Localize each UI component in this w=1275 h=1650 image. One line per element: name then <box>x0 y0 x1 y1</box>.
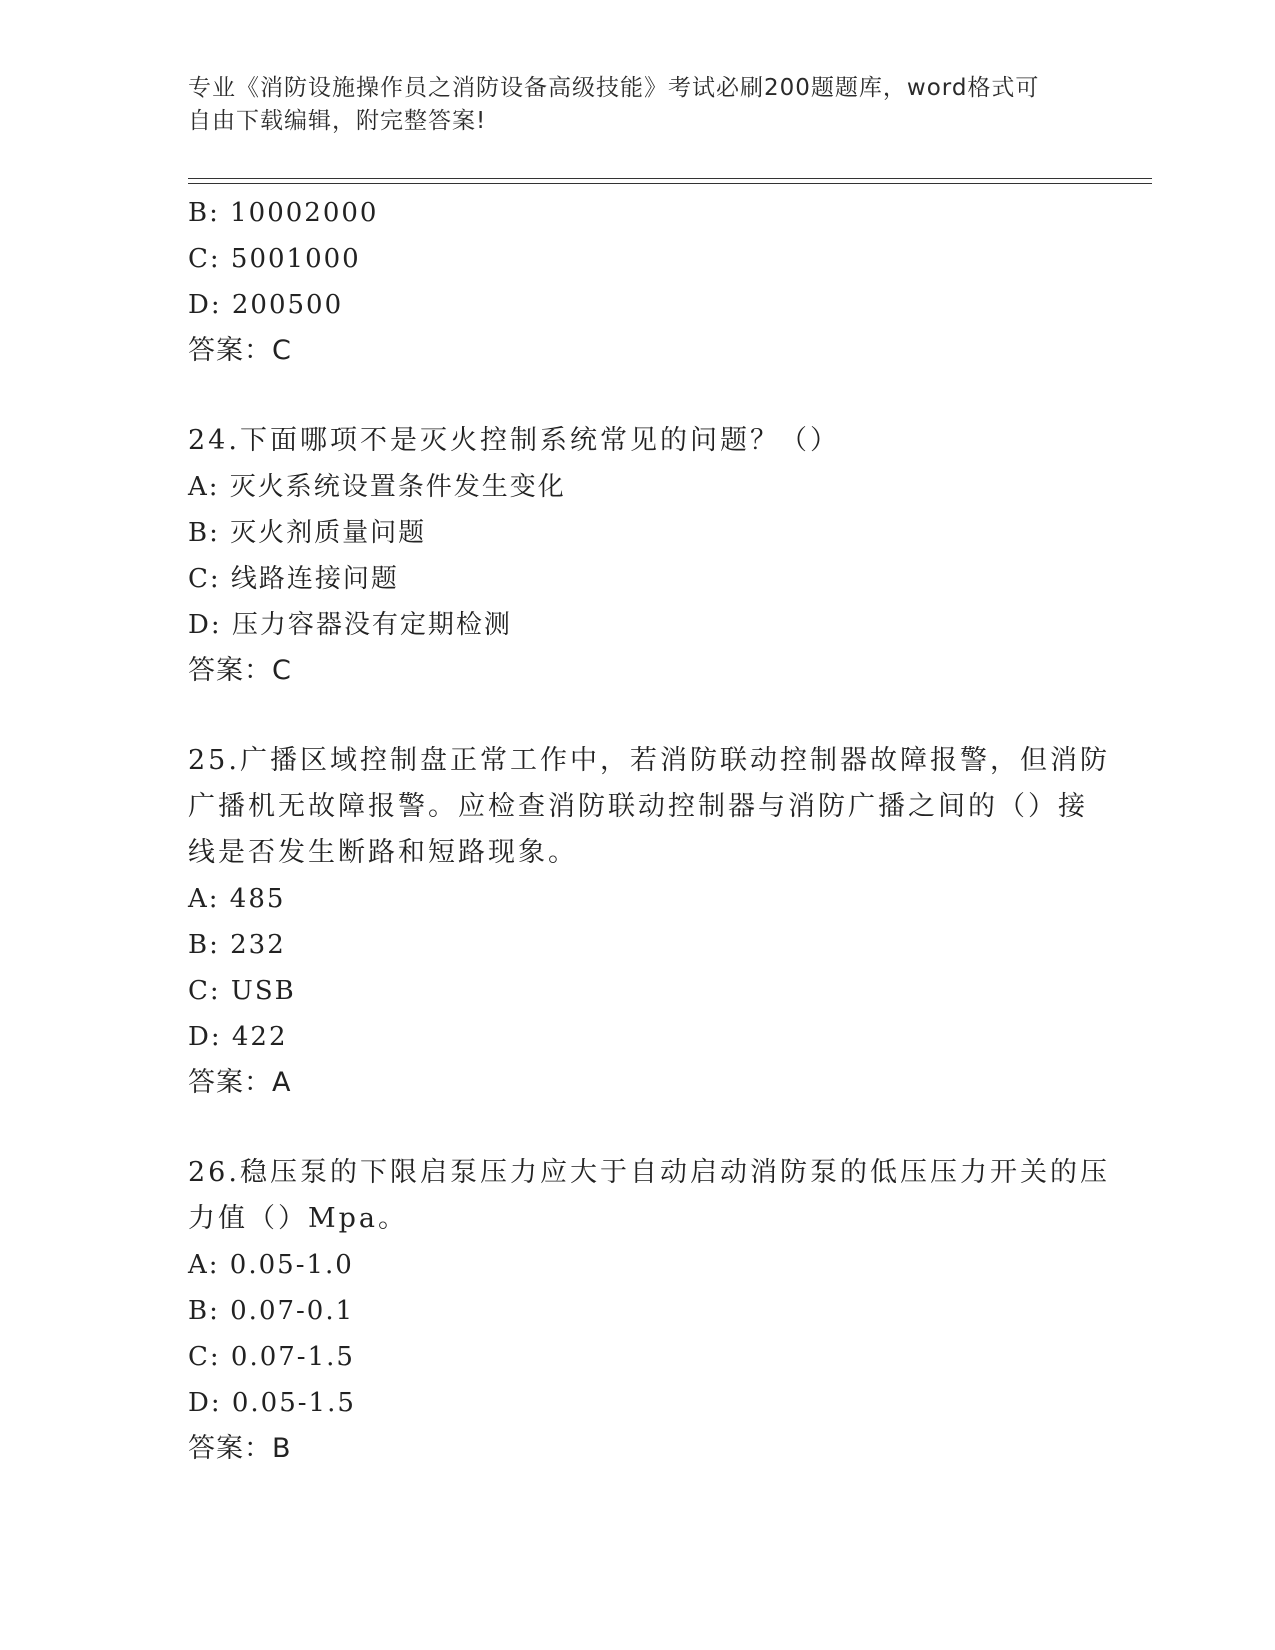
question-26 <box>188 1150 1110 1472</box>
option-b: B: 232 <box>188 930 286 960</box>
answer-line: 答案：B <box>188 1433 292 1464</box>
question-24 <box>188 418 1088 694</box>
question-stem-line-2: 力值（）Mpa。 <box>188 1203 409 1234</box>
question-stem-line-3: 线是否发生断路和短路现象。 <box>188 837 578 868</box>
option-c: C: USB <box>188 976 296 1006</box>
option-d: D: 200500 <box>188 290 344 320</box>
option-b: B: 灭火剂质量问题 <box>188 518 427 548</box>
header-rule-bottom <box>188 183 1152 184</box>
option-c: C: 5001000 <box>188 244 361 274</box>
question-25 <box>188 738 1110 1106</box>
header-rule-top <box>188 178 1152 179</box>
question-stem: 24.下面哪项不是灭火控制系统常见的问题？（） <box>188 425 840 456</box>
page-header <box>188 72 1068 138</box>
question-list <box>188 190 1110 1472</box>
option-d: D: 0.05-1.5 <box>188 1388 356 1418</box>
question-23 <box>188 190 1088 374</box>
option-c: C: 线路连接问题 <box>188 564 399 594</box>
option-d: D: 422 <box>188 1022 288 1052</box>
question-stem-line-1: 25.广播区域控制盘正常工作中，若消防联动控制器故障报警，但消防 <box>188 745 1110 776</box>
option-b: B: 10002000 <box>188 198 379 228</box>
option-a: A: 灭火系统设置条件发生变化 <box>188 472 566 502</box>
answer-line: 答案：A <box>188 1067 292 1098</box>
question-stem-line-2: 广播机无故障报警。应检查消防联动控制器与消防广播之间的（）接 <box>188 791 1088 822</box>
header-line-2: 自由下载编辑，附完整答案! <box>188 108 487 134</box>
answer-line: 答案：C <box>188 655 292 686</box>
answer-line: 答案：C <box>188 335 292 366</box>
option-a: A: 0.05-1.0 <box>188 1250 354 1280</box>
option-c: C: 0.07-1.5 <box>188 1342 355 1372</box>
option-d: D: 压力容器没有定期检测 <box>188 610 512 640</box>
option-b: B: 0.07-0.1 <box>188 1296 355 1326</box>
header-line-1: 专业《消防设施操作员之消防设备高级技能》考试必刷200题题库，word格式可 <box>188 75 1040 101</box>
question-stem-line-1: 26.稳压泵的下限启泵压力应大于自动启动消防泵的低压压力开关的压 <box>188 1157 1110 1188</box>
option-a: A: 485 <box>188 884 286 914</box>
